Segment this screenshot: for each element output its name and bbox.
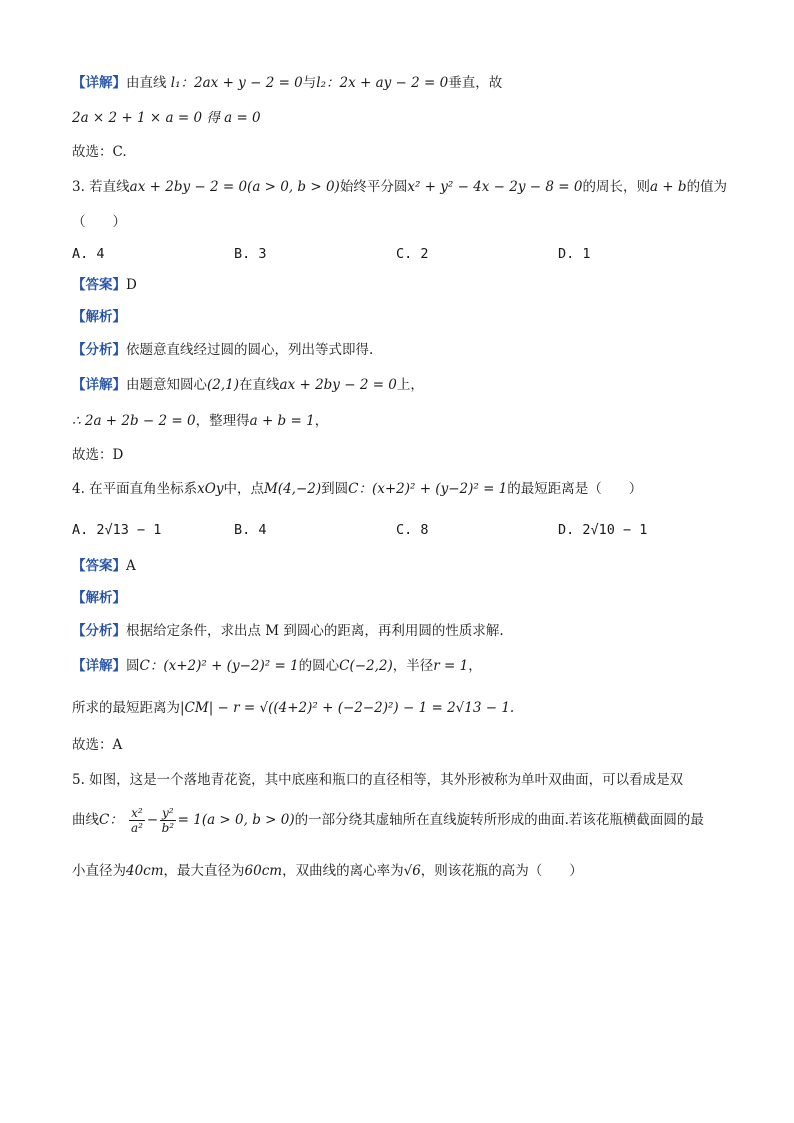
- math-equation: 2a × 2 + 1 × a = 0 得 a = 0: [72, 110, 261, 126]
- choice-line: 故选：C.: [72, 144, 127, 160]
- question-5-line-3: 小直径为40cm，最大直径为60cm，双曲线的离心率为√6，则该花瓶的高为（ ）: [72, 863, 583, 879]
- option-b: B. 4: [234, 522, 267, 538]
- question-3-paren: （ ）: [72, 214, 126, 230]
- analysis-line: 【分析】根据给定条件，求出点 M 到圆心的距离，再利用圆的性质求解.: [72, 623, 504, 639]
- detail-line: 【详解】圆C：(x+2)² + (y−2)² = 1的圆心C(−2,2)，半径r = 1，: [72, 658, 482, 674]
- question-5-line-2: 曲线C： $\frac{\text{x²}}{\text{a²}}$ − $\frac{\text{y²}}{\text{b²}}$ = 1(a > 0, b > 0)的一部分绕其虚轴所在直线旋转所形成的曲面.若该花瓶横截面圆的最: [72, 806, 704, 835]
- question-5-line-1: 5. 如图，这是一个落地青花瓷，其中底座和瓶口的直径相等，其外形被称为单叶双曲面，可以看成是双: [72, 772, 684, 788]
- option-c: C. 2: [396, 246, 429, 262]
- option-b: B. 3: [234, 246, 267, 262]
- analysis-heading: 【解析】: [72, 590, 126, 606]
- detail-line-1: 【详解】由直线 l₁：2ax + y − 2 = 0与l₂：2x + ay − 2 = 0垂直，故: [72, 75, 503, 91]
- option-a: A. 2√13 − 1: [72, 522, 162, 538]
- question-4-stem: 4. 在平面直角坐标系xOy中，点M(4,−2)到圆C：(x+2)² + (y−2)² = 1的最短距离是（ ）: [72, 481, 643, 497]
- analysis-heading: 【解析】: [72, 309, 126, 325]
- choice-line: 故选：A: [72, 737, 123, 753]
- detail-label: 【详解】: [72, 75, 126, 91]
- analysis-line: 【分析】依题意直线经过圆的圆心，列出等式即得.: [72, 342, 374, 358]
- option-a: A. 4: [72, 246, 105, 262]
- option-d: D. 2√10 − 1: [558, 522, 648, 538]
- fraction-x2-a2: $\frac{\text{x²}}{\text{a²}}$: [130, 806, 143, 835]
- option-c: C. 8: [396, 522, 429, 538]
- math-line-l1: l₁：2ax + y − 2 = 0: [170, 75, 303, 91]
- question-3-stem: 3. 若直线ax + 2by − 2 = 0(a > 0, b > 0)始终平分圆x² + y² − 4x − 2y − 8 = 0的周长，则a + b的值为: [72, 179, 728, 195]
- detail-line-2: 所求的最短距离为|CM| − r = √((4+2)² + (−2−2)²) − 1 = 2√13 − 1.: [72, 700, 515, 716]
- option-d: D. 1: [558, 246, 591, 262]
- fraction-y2-b2: $\frac{\text{y²}}{\text{b²}}$: [161, 806, 175, 835]
- detail-line: 【详解】由题意知圆心(2,1)在直线ax + 2by − 2 = 0上，: [72, 377, 424, 393]
- answer-line: 【答案】D: [72, 277, 137, 293]
- answer-line: 【答案】A: [72, 558, 136, 574]
- math-line-l2: l₂：2x + ay − 2 = 0: [316, 75, 449, 91]
- detail-line-2: ∴ 2a + 2b − 2 = 0，整理得a + b = 1，: [72, 413, 329, 429]
- choice-line: 故选：D: [72, 447, 124, 463]
